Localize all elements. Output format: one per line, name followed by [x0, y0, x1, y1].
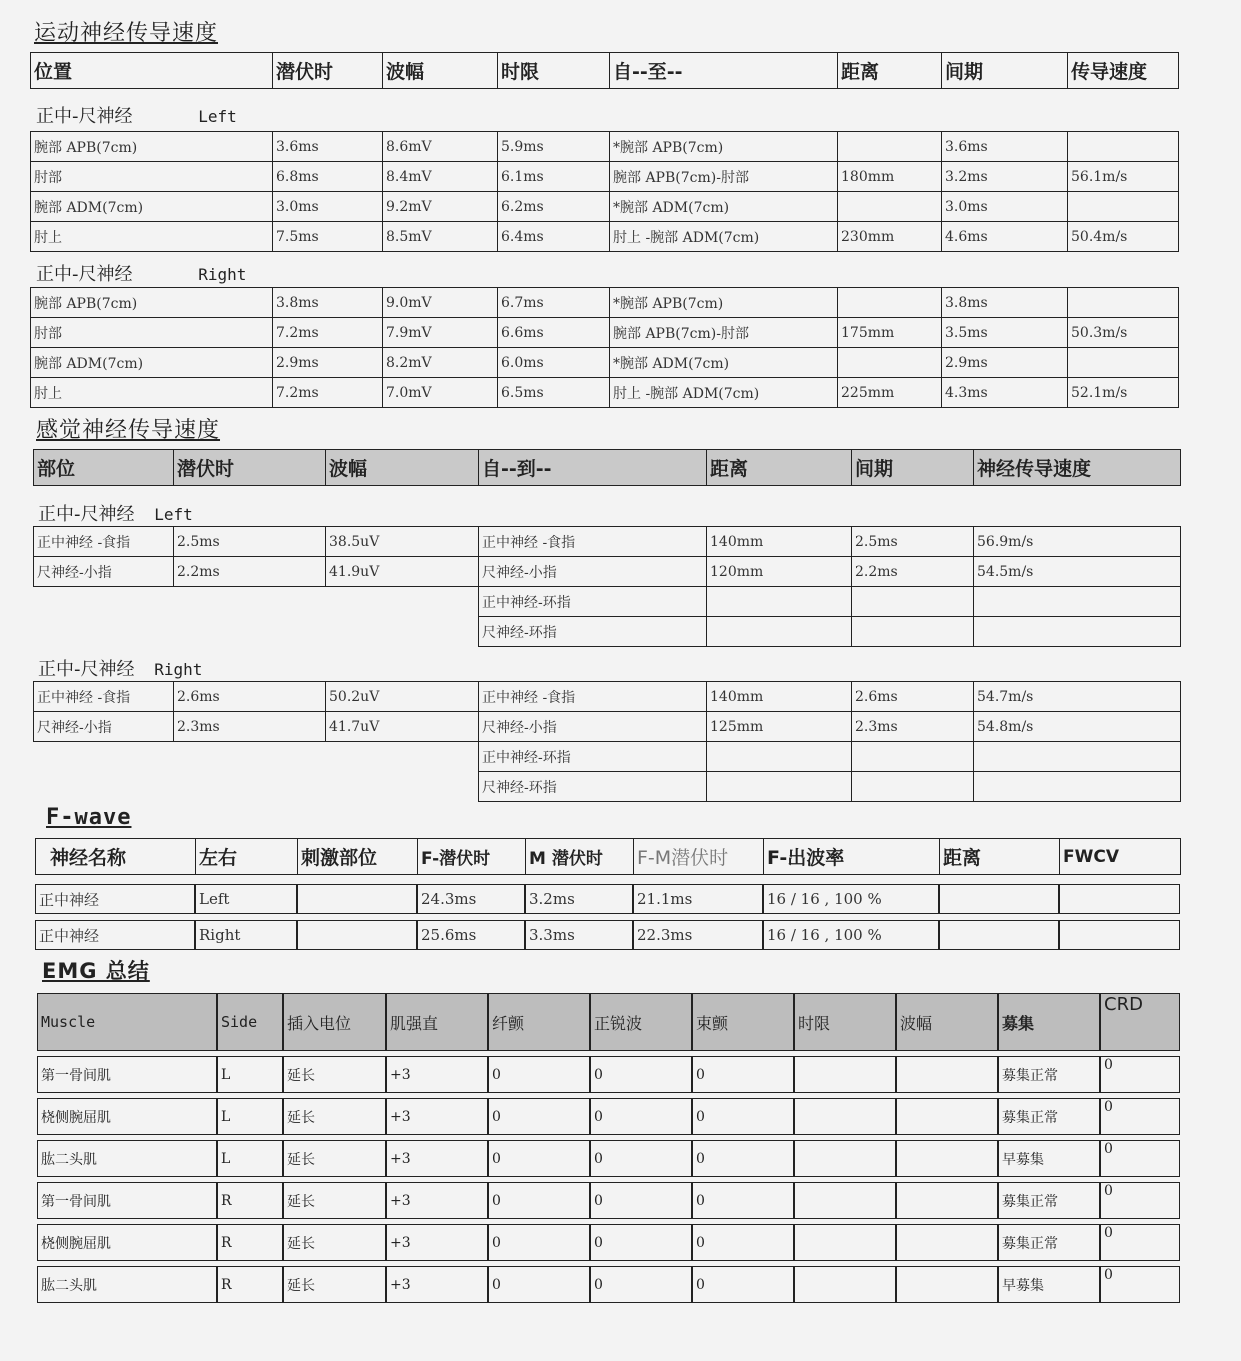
motor-col-amplitude: 波幅: [383, 53, 498, 89]
table-cell: 8.5mV: [383, 222, 498, 252]
table-cell: 腕部 APB(7cm): [31, 288, 273, 318]
emg-col-myotonia: 肌强直: [386, 993, 488, 1051]
emg-col-fibrillation: 纤颤: [488, 993, 590, 1051]
table-cell: [794, 1266, 896, 1303]
table-cell: 肘部: [31, 162, 273, 192]
table-cell: 3.0ms: [942, 192, 1068, 222]
table-row: [34, 557, 1181, 587]
motor-table-left: [30, 131, 1179, 252]
table-cell: 140mm: [707, 527, 852, 557]
table-cell: L: [217, 1056, 283, 1093]
table-row: [34, 712, 1181, 742]
table-cell: 腕部 APB(7cm)-肘部: [610, 318, 838, 348]
emg-col-psw: 正锐波: [590, 993, 692, 1051]
table-cell: 21.1ms: [633, 884, 763, 914]
table-cell: [838, 348, 942, 378]
table-cell: 5.9ms: [498, 132, 610, 162]
table-row: [31, 348, 1179, 378]
table-cell: 56.9m/s: [974, 527, 1181, 557]
table-cell: 0: [1100, 1266, 1180, 1303]
table-cell: 9.0mV: [383, 288, 498, 318]
sensory-col-latency: 潜伏时: [174, 450, 326, 486]
table-cell: 尺神经-环指: [479, 772, 707, 802]
table-cell: [939, 884, 1059, 914]
table-cell: 0: [692, 1182, 794, 1219]
group-name: 正中-尺神经: [36, 264, 133, 285]
table-cell: 0: [1100, 1140, 1180, 1177]
table-cell: 6.8ms: [273, 162, 383, 192]
table-cell: [974, 742, 1181, 772]
table-cell: 肘部: [31, 318, 273, 348]
sensory-col-from-to: 自--到--: [479, 450, 707, 486]
table-cell: 0: [1100, 1098, 1180, 1135]
table-cell: [297, 884, 417, 914]
table-cell: +3: [386, 1140, 488, 1177]
group-side: Right: [198, 265, 247, 284]
table-cell: 延长: [283, 1224, 386, 1261]
table-cell: 3.8ms: [273, 288, 383, 318]
motor-header-table: [30, 52, 1179, 89]
table-cell: 140mm: [707, 682, 852, 712]
table-cell: [34, 587, 174, 617]
emg-col-fasciculation: 束颤: [692, 993, 794, 1051]
emg-col-muscle: Muscle: [37, 993, 217, 1051]
fwave-col-m-latency: M 潜伏时: [526, 839, 634, 875]
table-cell: 0: [1100, 1182, 1180, 1219]
table-cell: [896, 1140, 998, 1177]
table-row: [37, 1098, 1180, 1135]
table-cell: +3: [386, 1182, 488, 1219]
table-row: [37, 1182, 1180, 1219]
group-name: 正中-尺神经: [36, 106, 133, 127]
table-cell: [326, 742, 479, 772]
table-row: [31, 162, 1179, 192]
table-cell: [794, 1224, 896, 1261]
table-cell: 延长: [283, 1140, 386, 1177]
table-cell: [852, 742, 974, 772]
table-cell: [1068, 348, 1179, 378]
table-cell: 7.0mV: [383, 378, 498, 408]
table-cell: 2.2ms: [174, 557, 326, 587]
emg-col-crd: CRD: [1100, 993, 1180, 1051]
table-cell: [174, 742, 326, 772]
table-cell: 尺神经-环指: [479, 617, 707, 647]
table-cell: 7.5ms: [273, 222, 383, 252]
table-cell: 尺神经-小指: [479, 557, 707, 587]
table-cell: 延长: [283, 1098, 386, 1135]
sensory-header-table: [33, 449, 1181, 486]
table-row: [31, 288, 1179, 318]
group-name: 正中-尺神经: [38, 659, 135, 680]
sensory-section-title: 感觉神经传导速度: [36, 418, 221, 443]
table-cell: 0: [692, 1266, 794, 1303]
table-cell: R: [217, 1182, 283, 1219]
group-side: Right: [154, 660, 203, 679]
table-row: [34, 772, 1181, 802]
table-cell: 6.6ms: [498, 318, 610, 348]
table-cell: 2.5ms: [174, 527, 326, 557]
motor-section-title: 运动神经传导速度: [34, 21, 219, 46]
table-cell: 0: [692, 1098, 794, 1135]
table-cell: [297, 920, 417, 950]
table-cell: 50.4m/s: [1068, 222, 1179, 252]
table-cell: [896, 1056, 998, 1093]
table-cell: 25.6ms: [417, 920, 525, 950]
table-row: [31, 132, 1179, 162]
table-cell: 2.6ms: [852, 682, 974, 712]
table-cell: 2.5ms: [852, 527, 974, 557]
table-cell: 56.1m/s: [1068, 162, 1179, 192]
table-cell: 肱二头肌: [37, 1140, 217, 1177]
table-row: [34, 617, 1181, 647]
table-cell: 募集正常: [998, 1182, 1100, 1219]
fwave-header-table: [35, 838, 1181, 875]
table-cell: +3: [386, 1224, 488, 1261]
table-cell: [1068, 132, 1179, 162]
table-cell: 正中神经 -食指: [479, 682, 707, 712]
group-name: 正中-尺神经: [38, 504, 135, 525]
table-cell: 6.0ms: [498, 348, 610, 378]
motor-group-left-label: [36, 102, 237, 128]
table-cell: 54.8m/s: [974, 712, 1181, 742]
sensory-col-amplitude: 波幅: [326, 450, 479, 486]
table-cell: [1068, 288, 1179, 318]
table-cell: 延长: [283, 1266, 386, 1303]
table-row: [34, 682, 1181, 712]
table-cell: [838, 192, 942, 222]
table-cell: 延长: [283, 1182, 386, 1219]
table-cell: 募集正常: [998, 1098, 1100, 1135]
table-cell: 8.2mV: [383, 348, 498, 378]
table-cell: 0: [590, 1224, 692, 1261]
table-cell: 腕部 ADM(7cm): [31, 348, 273, 378]
table-cell: 6.5ms: [498, 378, 610, 408]
table-cell: 桡侧腕屈肌: [37, 1098, 217, 1135]
table-cell: 230mm: [838, 222, 942, 252]
table-row: [35, 920, 1180, 950]
table-cell: [34, 742, 174, 772]
table-cell: [852, 772, 974, 802]
table-cell: 正中神经 -食指: [34, 682, 174, 712]
table-cell: 正中神经 -食指: [34, 527, 174, 557]
table-cell: [707, 587, 852, 617]
table-cell: 2.2ms: [852, 557, 974, 587]
table-cell: 0: [488, 1140, 590, 1177]
table-cell: 120mm: [707, 557, 852, 587]
motor-col-position: 位置: [31, 53, 273, 89]
table-cell: [794, 1098, 896, 1135]
table-cell: 正中神经: [35, 920, 195, 950]
sensory-table-right: [33, 681, 1181, 802]
table-cell: 肘上: [31, 222, 273, 252]
table-cell: [896, 1266, 998, 1303]
emg-col-amplitude: 波幅: [896, 993, 998, 1051]
table-cell: 54.7m/s: [974, 682, 1181, 712]
sensory-group-right-label: [38, 655, 202, 681]
table-row: [37, 1224, 1180, 1261]
table-cell: 3.8ms: [942, 288, 1068, 318]
table-cell: 延长: [283, 1056, 386, 1093]
table-cell: 0: [488, 1056, 590, 1093]
table-cell: 募集正常: [998, 1056, 1100, 1093]
table-cell: 0: [1100, 1224, 1180, 1261]
motor-col-distance: 距离: [838, 53, 942, 89]
table-cell: 38.5uV: [326, 527, 479, 557]
fwave-col-side: 左右: [196, 839, 298, 875]
table-cell: 180mm: [838, 162, 942, 192]
table-cell: 2.9ms: [942, 348, 1068, 378]
table-cell: [896, 1182, 998, 1219]
table-cell: [794, 1056, 896, 1093]
sensory-group-left-label: [38, 500, 193, 526]
sensory-col-interval: 间期: [852, 450, 974, 486]
table-cell: 22.3ms: [633, 920, 763, 950]
table-cell: 3.2ms: [942, 162, 1068, 192]
table-row: [31, 378, 1179, 408]
table-cell: 7.2ms: [273, 318, 383, 348]
table-cell: 0: [590, 1056, 692, 1093]
table-cell: [852, 587, 974, 617]
fwave-section-title: F-wave: [46, 805, 132, 830]
table-cell: 41.7uV: [326, 712, 479, 742]
table-cell: 6.4ms: [498, 222, 610, 252]
table-cell: 0: [590, 1266, 692, 1303]
table-cell: 0: [692, 1224, 794, 1261]
table-cell: 腕部 APB(7cm)-肘部: [610, 162, 838, 192]
table-cell: 50.3m/s: [1068, 318, 1179, 348]
table-cell: 175mm: [838, 318, 942, 348]
sensory-table-left: [33, 526, 1181, 647]
table-cell: 尺神经-小指: [479, 712, 707, 742]
table-cell: *腕部 ADM(7cm): [610, 348, 838, 378]
table-cell: 0: [590, 1098, 692, 1135]
table-cell: 正中神经-环指: [479, 742, 707, 772]
table-cell: +3: [386, 1266, 488, 1303]
table-cell: 3.6ms: [942, 132, 1068, 162]
table-cell: 0: [692, 1140, 794, 1177]
fwave-table: [35, 878, 1180, 956]
table-cell: 2.9ms: [273, 348, 383, 378]
table-cell: [326, 617, 479, 647]
motor-table-right: [30, 287, 1179, 408]
table-cell: 6.2ms: [498, 192, 610, 222]
table-cell: 腕部 ADM(7cm): [31, 192, 273, 222]
table-cell: 0: [590, 1182, 692, 1219]
table-cell: [838, 288, 942, 318]
emg-col-duration: 时限: [794, 993, 896, 1051]
table-cell: [174, 587, 326, 617]
table-cell: [1059, 884, 1180, 914]
table-cell: 0: [488, 1266, 590, 1303]
table-cell: 正中神经-环指: [479, 587, 707, 617]
table-cell: *腕部 ADM(7cm): [610, 192, 838, 222]
table-cell: 尺神经-小指: [34, 557, 174, 587]
table-row: [35, 884, 1180, 914]
emg-section-title: EMG 总结: [42, 959, 150, 983]
table-cell: 0: [590, 1140, 692, 1177]
table-cell: 9.2mV: [383, 192, 498, 222]
table-cell: 24.3ms: [417, 884, 525, 914]
table-cell: 225mm: [838, 378, 942, 408]
table-cell: [326, 587, 479, 617]
table-cell: 募集正常: [998, 1224, 1100, 1261]
table-cell: [939, 920, 1059, 950]
table-cell: 肘上: [31, 378, 273, 408]
table-cell: 早募集: [998, 1140, 1100, 1177]
table-cell: 肘上 -腕部 ADM(7cm): [610, 222, 838, 252]
table-row: [34, 587, 1181, 617]
table-cell: 3.0ms: [273, 192, 383, 222]
table-cell: L: [217, 1140, 283, 1177]
table-cell: 桡侧腕屈肌: [37, 1224, 217, 1261]
table-cell: +3: [386, 1056, 488, 1093]
table-cell: 4.6ms: [942, 222, 1068, 252]
motor-col-velocity: 传导速度: [1068, 53, 1179, 89]
table-cell: 6.7ms: [498, 288, 610, 318]
table-cell: 3.2ms: [525, 884, 633, 914]
table-cell: [707, 772, 852, 802]
table-cell: 16 / 16 , 100 %: [763, 920, 939, 950]
table-cell: [34, 772, 174, 802]
table-cell: 正中神经 -食指: [479, 527, 707, 557]
sensory-col-distance: 距离: [707, 450, 852, 486]
sensory-col-velocity: 神经传导速度: [974, 450, 1181, 486]
motor-col-latency: 潜伏时: [273, 53, 383, 89]
table-cell: L: [217, 1098, 283, 1135]
table-cell: [852, 617, 974, 647]
table-cell: 2.6ms: [174, 682, 326, 712]
fwave-col-f-latency: F-潜伏时: [418, 839, 526, 875]
emg-col-side: Side: [217, 993, 283, 1051]
fwave-col-stim-site: 刺激部位: [298, 839, 418, 875]
table-cell: 50.2uV: [326, 682, 479, 712]
fwave-col-fm-latency: F-M潜伏时: [634, 839, 764, 875]
emg-col-insertion: 插入电位: [283, 993, 386, 1051]
table-row: [37, 1266, 1180, 1303]
group-side: Left: [198, 107, 237, 126]
table-row: [34, 742, 1181, 772]
table-cell: 3.5ms: [942, 318, 1068, 348]
sensory-col-site: 部位: [34, 450, 174, 486]
table-cell: [794, 1182, 896, 1219]
table-cell: 早募集: [998, 1266, 1100, 1303]
table-row: [31, 318, 1179, 348]
table-cell: Right: [195, 920, 297, 950]
table-cell: 肱二头肌: [37, 1266, 217, 1303]
table-cell: [1068, 192, 1179, 222]
fwave-col-nerve: 神经名称: [36, 839, 196, 875]
table-cell: [838, 132, 942, 162]
motor-col-duration: 时限: [498, 53, 610, 89]
table-row: [34, 527, 1181, 557]
group-side: Left: [154, 505, 193, 524]
table-cell: +3: [386, 1098, 488, 1135]
table-cell: *腕部 APB(7cm): [610, 288, 838, 318]
table-cell: [707, 617, 852, 647]
table-cell: *腕部 APB(7cm): [610, 132, 838, 162]
motor-group-right-label: [36, 260, 246, 286]
table-row: [31, 222, 1179, 252]
table-cell: 尺神经-小指: [34, 712, 174, 742]
table-cell: 0: [1100, 1056, 1180, 1093]
fwave-col-distance: 距离: [940, 839, 1060, 875]
motor-col-interval: 间期: [942, 53, 1068, 89]
table-cell: 0: [692, 1056, 794, 1093]
table-row: [37, 1056, 1180, 1093]
table-cell: 0: [488, 1098, 590, 1135]
table-cell: 0: [488, 1224, 590, 1261]
table-cell: R: [217, 1266, 283, 1303]
motor-col-from-to: 自--至--: [610, 53, 838, 89]
table-cell: R: [217, 1224, 283, 1261]
table-cell: 7.2ms: [273, 378, 383, 408]
table-cell: [974, 772, 1181, 802]
table-cell: 腕部 APB(7cm): [31, 132, 273, 162]
table-row: [31, 192, 1179, 222]
table-cell: 正中神经: [35, 884, 195, 914]
table-cell: 7.9mV: [383, 318, 498, 348]
fwave-col-fwcv: FWCV: [1060, 839, 1181, 875]
table-cell: 125mm: [707, 712, 852, 742]
table-cell: [974, 587, 1181, 617]
table-cell: [1059, 920, 1180, 950]
table-cell: [974, 617, 1181, 647]
table-cell: [707, 742, 852, 772]
table-cell: [326, 772, 479, 802]
table-cell: 4.3ms: [942, 378, 1068, 408]
emg-table: [37, 988, 1180, 1308]
table-cell: 54.5m/s: [974, 557, 1181, 587]
table-cell: 16 / 16 , 100 %: [763, 884, 939, 914]
table-cell: 6.1ms: [498, 162, 610, 192]
table-cell: [794, 1140, 896, 1177]
table-row: [37, 1140, 1180, 1177]
table-cell: 41.9uV: [326, 557, 479, 587]
table-cell: [896, 1224, 998, 1261]
table-cell: 52.1m/s: [1068, 378, 1179, 408]
table-cell: [174, 772, 326, 802]
table-cell: 2.3ms: [852, 712, 974, 742]
table-cell: 8.6mV: [383, 132, 498, 162]
table-cell: 8.4mV: [383, 162, 498, 192]
table-cell: [174, 617, 326, 647]
table-cell: 2.3ms: [174, 712, 326, 742]
table-cell: [896, 1098, 998, 1135]
table-cell: 第一骨间肌: [37, 1056, 217, 1093]
emg-col-recruitment: 募集: [998, 993, 1100, 1051]
table-cell: 第一骨间肌: [37, 1182, 217, 1219]
table-cell: 3.6ms: [273, 132, 383, 162]
fwave-col-persistence: F-出波率: [764, 839, 940, 875]
table-cell: 肘上 -腕部 ADM(7cm): [610, 378, 838, 408]
table-cell: Left: [195, 884, 297, 914]
table-cell: [34, 617, 174, 647]
table-cell: 0: [488, 1182, 590, 1219]
table-cell: 3.3ms: [525, 920, 633, 950]
